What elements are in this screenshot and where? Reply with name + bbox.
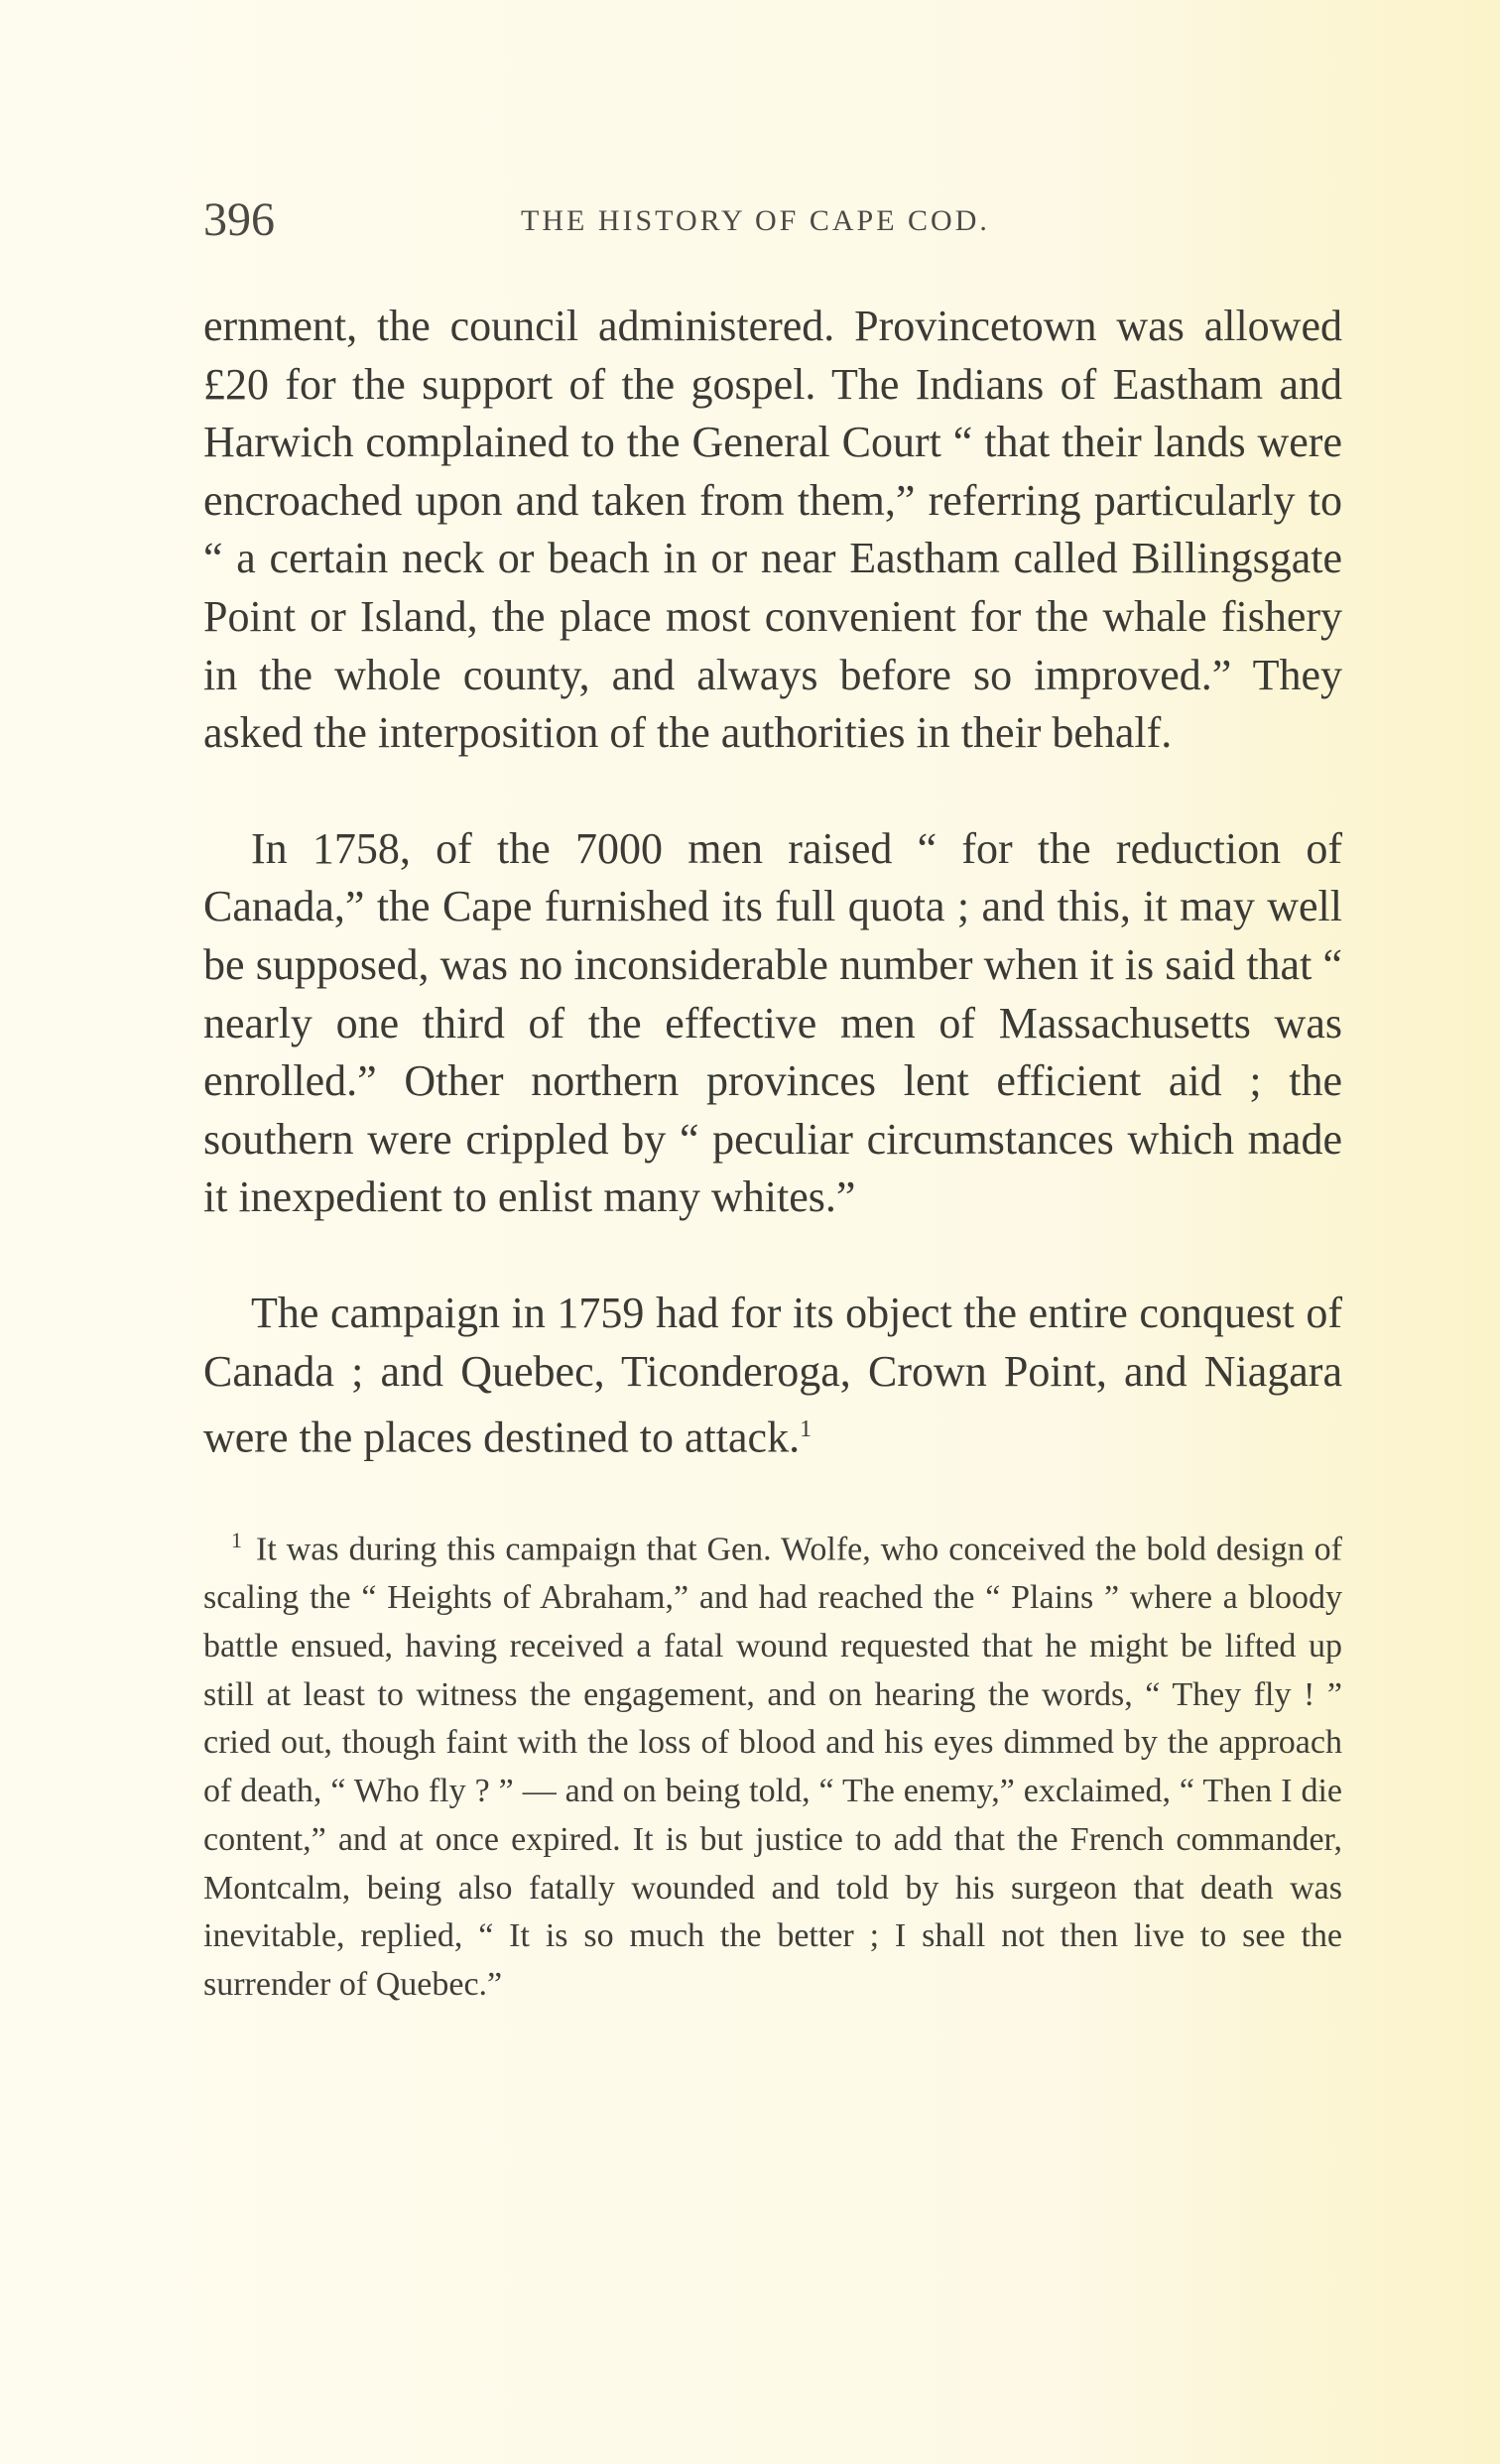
running-head — [203, 188, 1342, 258]
running-title: THE HISTORY OF CAPE COD. — [521, 204, 990, 237]
book-page — [203, 188, 1342, 2010]
page-number: 396 — [203, 193, 275, 246]
footnote — [203, 1517, 1342, 2009]
body-text — [203, 298, 1342, 1467]
footnote-text: It was during this campaign that Gen. Wolfe, who conceived the bold design of scaling the “ Heights of Abraham,” and had reached the “ Plains ” where a bloody battle ensued, having received a fatal wound requested that he might be lifted up still at least to witness the engagement, and on hearing the words, “ They fly ! ” cried out, though faint with the loss of blood and his eyes dimmed by the approach of death, “ Who fly ? ” — and on being told, “ The enemy,” exclaimed, “ Then I die content,” and at once expired. It is but justice to add that the French commander, Montcalm, being also fatally wounded and told by his surgeon that death was inevitable, replied, “ It is so much the better ; I shall not then live to see the surrender of Quebec.” — [203, 1531, 1342, 2003]
paragraph-1758: In 1758, of the 7000 men raised “ for the reduction of Canada,” the Cape furnished its full quota ; and this, it may well be supposed, was no inconsiderable number when it is said that “ nearly one third of the effective men of Massachusetts was enrolled.” Other northern provinces lent efficient aid ; the southern were crippled by “ peculiar circumstances which made it inexpedient to enlist many whites.” — [203, 823, 1342, 1222]
paragraph-1759 — [203, 1285, 1342, 1467]
footnote-marker: 1 — [231, 1528, 242, 1553]
footnote-reference: 1 — [800, 1417, 812, 1443]
paragraph-1759-text: The campaign in 1759 had for its object the entire conquest of Canada ; and Quebec, Ticonderoga, Crown Point, and Niagara were the places destined to attack. — [203, 1288, 1342, 1462]
paragraph-continued: ernment, the council administered. Provincetown was allowed £20 for the support of the gospel. The Indians of Eastham and Harwich complained to the General Court “ that their lands were encroached upon and taken from them,” referring particularly to “ a certain neck or beach in or near Eastham called Billingsgate Point or Island, the place most convenient for the whale fishery in the whole county, and always before so improved.” They asked the interposition of the authorities in their behalf. — [203, 302, 1342, 758]
